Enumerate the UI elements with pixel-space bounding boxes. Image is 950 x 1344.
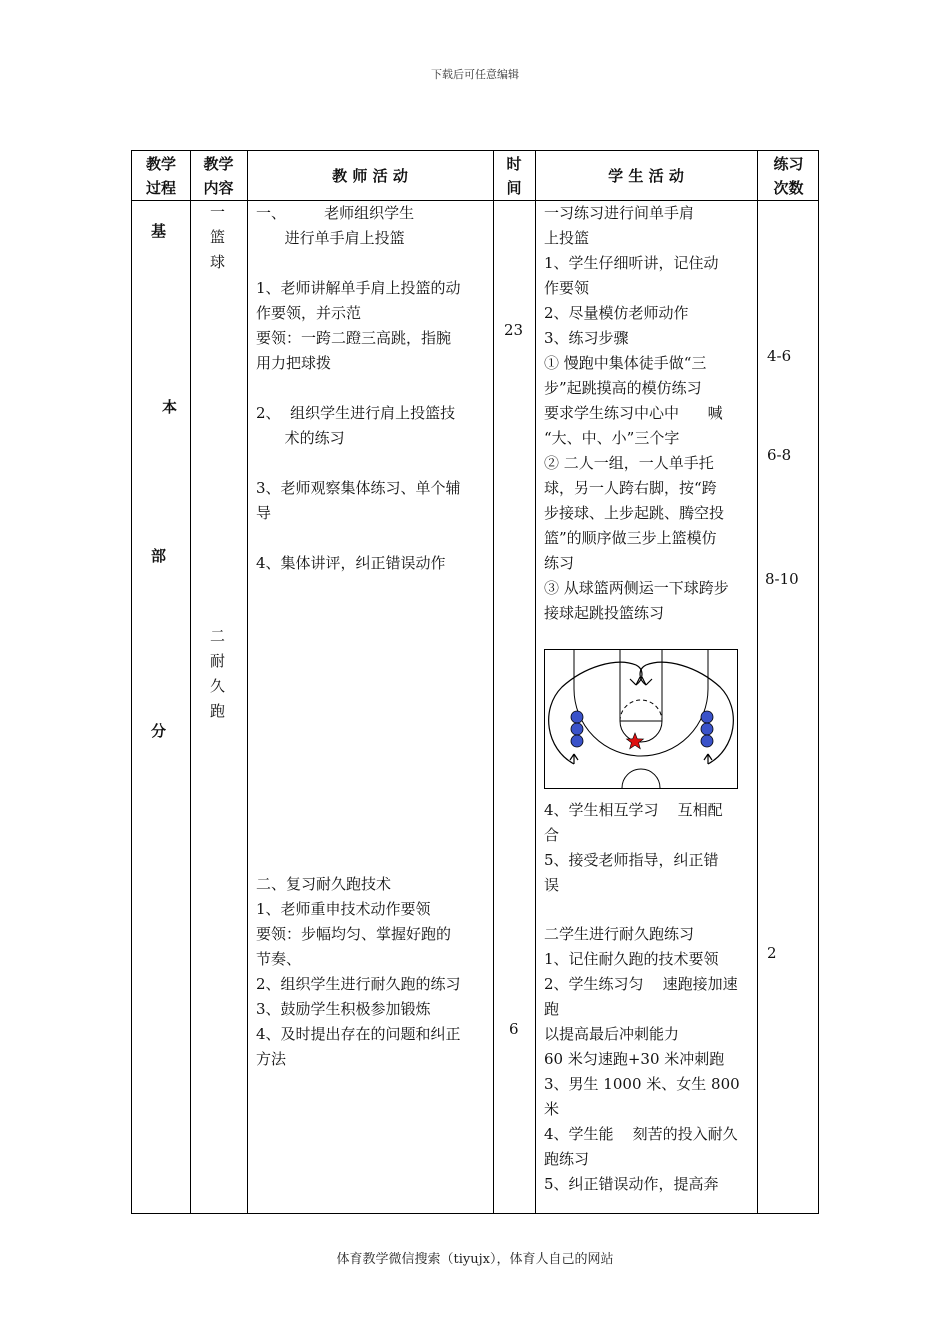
- student-activity-basketball: 一习练习进行间单手肩 上投篮 1、学生仔细听讲，记住动 作要领 2、尽量模仿老师动作 3、练习步骤 ① 慢跑中集体徒手做“三 步”起跳摸高的模仿练习 要求学生练习中心中 喊 “大、中、小”三个字 ② 二人一组，一人单手托 球，另一人跨右脚，按“跨 步接球、上步起跳、腾空投 篮”的顺序做三步上篮模仿 练习 ③ 从球篮两侧运一下球跨步 接球起跳投篮练习: [544, 204, 729, 622]
- player-marker: [701, 723, 713, 735]
- process-label: 基: [151, 222, 167, 240]
- teacher-activity-endurance: 二、复习耐久跑技术 1、老师重申技术动作要领 要领：步幅均匀、掌握好跑的 节奏、 2、组织学生进行耐久跑的练习 3、鼓励学生积极参加锻炼 4、及时提出存在的问题和纠正 方法: [256, 875, 461, 1068]
- header-process: 教学 过程: [145, 155, 176, 197]
- basketball-court-diagram: [544, 649, 738, 789]
- header-student-activity: 学 生 活 动: [608, 167, 684, 185]
- page-footer: 体育教学微信搜索（tiyujx），体育人自己的网站: [336, 1252, 614, 1267]
- header-time: 时 间: [506, 155, 522, 197]
- student-activity-cooperation: 4、学生相互学习 互相配 合 5、接受老师指导，纠正错 误: [544, 801, 723, 894]
- reps-value: 6-8: [767, 446, 792, 464]
- reps-value: 2: [767, 944, 777, 962]
- player-marker: [701, 711, 713, 723]
- column-divider: [535, 151, 536, 1213]
- header-teacher-activity: 教 师 活 动: [332, 167, 408, 185]
- header-reps: 练习 次数: [773, 155, 804, 197]
- time-value: 6: [509, 1020, 519, 1038]
- content-endurance: 二 耐 久 跑: [210, 627, 226, 720]
- reps-value: 4-6: [767, 347, 792, 365]
- column-divider: [190, 151, 191, 1213]
- player-marker: [571, 723, 583, 735]
- player-marker: [571, 711, 583, 723]
- process-label: 部: [151, 547, 167, 565]
- column-divider: [757, 151, 758, 1213]
- column-divider: [247, 151, 248, 1213]
- player-marker: [701, 735, 713, 747]
- reps-value: 8-10: [765, 570, 799, 588]
- student-activity-endurance: 二学生进行耐久跑练习 1、记住耐久跑的技术要领 2、学生练习匀 速跑接加速 跑 以提高最后冲刺能力 60 米匀速跑+30 米冲刺跑 3、男生 1000 米、女生 800 米 4、学生能 刻苦的投入耐久 跑练习 5、纠正错误动作，提高奔: [544, 925, 740, 1193]
- page-header: 下载后可任意编辑: [431, 68, 519, 81]
- time-value: 23: [504, 321, 524, 339]
- column-divider: [493, 151, 494, 1213]
- player-marker: [571, 735, 583, 747]
- process-label: 本: [162, 398, 178, 416]
- teacher-activity-basketball: 一、 老师组织学生 进行单手肩上投篮 1、老师讲解单手肩上投篮的动 作要领，并示范 要领：一跨二蹬三高跳，指腕 用力把球拨 2、 组织学生进行肩上投篮技 术的练习 3、老师观察集体练习、单个辅 导 4、集体讲评，纠正错误动作: [256, 204, 461, 572]
- header-content: 教学 内容: [203, 155, 234, 197]
- process-label: 分: [151, 722, 167, 740]
- content-basketball: 一 篮 球: [210, 203, 226, 271]
